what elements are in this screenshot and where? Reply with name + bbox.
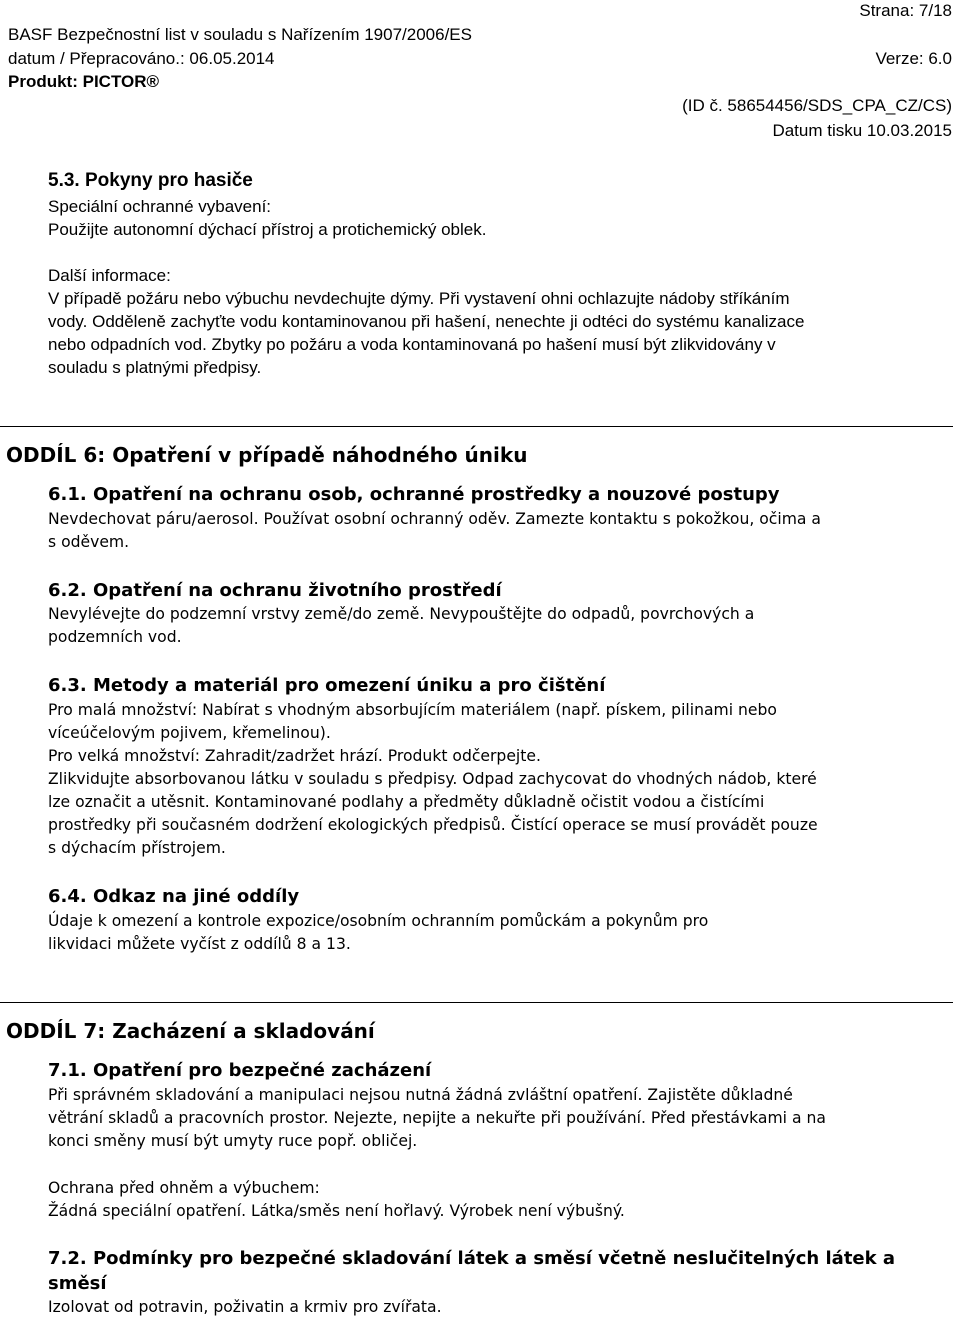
- text-line: podzemních vod.: [48, 628, 182, 646]
- page-number: Strana: 7/18: [859, 1, 952, 20]
- text-line: nebo odpadních vod. Zbytky po požáru a voda kontaminovaná po hašení musí být zlikvidovány v: [48, 335, 776, 354]
- subsection-title-7-2: 7.2. Podmínky pro bezpečné skladování látek a směsí včetně neslučitelných látek a: [48, 1248, 896, 1269]
- text-line: Speciální ochranné vybavení:: [48, 197, 272, 216]
- text-line: Nevdechovat páru/aerosol. Používat osobní ochranný oděv. Zamezte kontaktu s pokožkou, očima a: [48, 510, 821, 528]
- text-line: konci směny musí být umyty ruce popř. obličej.: [48, 1132, 418, 1150]
- version: Verze: 6.0: [875, 49, 952, 68]
- text-line: s dýchacím přístrojem.: [48, 839, 226, 857]
- text-line: lze označit a utěsnit. Kontaminované podlahy a předměty důkladně očistit vodou a čistícími: [48, 793, 765, 811]
- text-line: Údaje k omezení a kontrole expozice/osobním ochranním pomůckám a pokynům pro: [48, 912, 709, 930]
- text-line: likvidaci můžete vyčíst z oddílů 8 a 13.: [48, 935, 351, 953]
- document-id: (ID č. 58654456/SDS_CPA_CZ/CS): [682, 96, 952, 115]
- text-line: souladu s platnými předpisy.: [48, 358, 262, 377]
- subsection-title-6-3: 6.3. Metody a materiál pro omezení úniku a pro čištění: [48, 675, 606, 696]
- text-line: Pro malá množství: Nabírat s vhodným absorbujícím materiálem (např. pískem, pilinami nebo: [48, 701, 777, 719]
- text-line: Izolovat od potravin, poživatin a krmiv pro zvířata.: [48, 1298, 442, 1316]
- text-label: Ochrana před ohněm a výbuchem:: [48, 1179, 320, 1197]
- text-line: víceúčelovým pojivem, křemelinou).: [48, 724, 331, 742]
- text-label: Další informace:: [48, 266, 171, 285]
- subsection-title-7-2-cont: směsí: [48, 1273, 107, 1294]
- text-line: Při správném skladování a manipulaci nejsou nutná žádná zvláštní opatření. Zajistěte důkladné: [48, 1086, 793, 1104]
- document-title: BASF Bezpečnostní list v souladu s Nařízením 1907/2006/ES: [8, 25, 472, 44]
- text-line: Zlikvidujte absorbovanou látku v souladu s předpisy. Odpad zachycovat do vhodných nádob, které: [48, 770, 817, 788]
- text-line: prostředky při současném dodržení ekologických předpisů. Čistící operace se musí provádět pouze: [48, 816, 818, 834]
- text-line: V případě požáru nebo výbuchu nevdechujte dýmy. Při vystavení ohni ochlazujte nádoby stříkáním: [48, 289, 790, 308]
- text-line: vody. Odděleně zachyťte vodu kontaminovanou při hašení, nenechte ji odtéci do systému kanalizace: [48, 312, 805, 331]
- subsection-title-6-1: 6.1. Opatření na ochranu osob, ochranné prostředky a nouzové postupy: [48, 484, 780, 505]
- product-name: Produkt: PICTOR®: [8, 72, 160, 91]
- section-title-6: ODDÍL 6: Opatření v případě náhodného úniku: [6, 443, 528, 467]
- section-title-7: ODDÍL 7: Zacházení a skladování: [6, 1019, 375, 1043]
- section-divider: [0, 426, 953, 427]
- text-line: větrání skladů a pracovních prostor. Nejezte, nepijte a nekuřte při používání. Před přestávkami a na: [48, 1109, 826, 1127]
- text-line: Pro velká množství: Zahradit/zadržet hrází. Produkt odčerpejte.: [48, 747, 541, 765]
- text-line: Žádná speciální opatření. Látka/směs není hořlavý. Výrobek není výbušný.: [48, 1202, 625, 1220]
- section-divider: [0, 1002, 953, 1003]
- revision-date: datum / Přepracováno.: 06.05.2014: [8, 49, 275, 68]
- subsection-title-6-2: 6.2. Opatření na ochranu životního prostředí: [48, 580, 502, 601]
- print-date: Datum tisku 10.03.2015: [772, 121, 952, 140]
- text-line: Nevylévejte do podzemní vrstvy země/do země. Nevypouštějte do odpadů, povrchových a: [48, 605, 755, 623]
- subsection-title-5-3: 5.3. Pokyny pro hasiče: [48, 170, 253, 191]
- text-line: Použijte autonomní dýchací přístroj a protichemický oblek.: [48, 220, 487, 239]
- text-line: s oděvem.: [48, 533, 130, 551]
- subsection-title-7-1: 7.1. Opatření pro bezpečné zacházení: [48, 1060, 432, 1081]
- subsection-title-6-4: 6.4. Odkaz na jiné oddíly: [48, 886, 300, 907]
